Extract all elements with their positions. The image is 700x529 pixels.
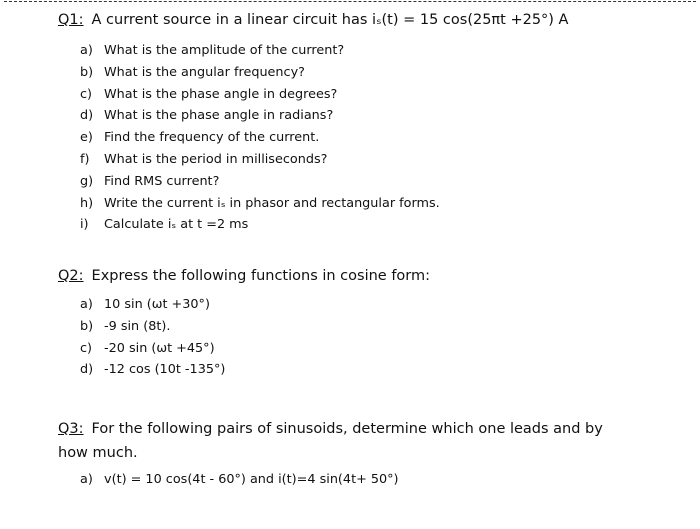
part-letter: d) [80,108,94,124]
question-3-text: For the following pairs of sinusoids, determine which one leads and by how much. [58,421,603,461]
top-dashed-divider [4,1,696,2]
part-letter: a) [80,43,93,58]
question-1-heading [58,8,568,32]
part-text: What is the phase angle in degrees? [104,86,338,102]
question-2-number: Q2: [58,268,84,284]
list-item [80,127,440,149]
part-text: Write the current iₛ in phasor and rectangular forms. [104,195,440,211]
part-letter: e) [80,130,93,146]
part-letter: c) [80,340,93,356]
list-item [80,84,440,106]
part-letter: i) [80,217,89,233]
part-text: -9 sin (8t). [104,318,171,334]
part-text: Calculate iₛ at t =2 ms [104,217,249,233]
question-3-parts [80,469,399,491]
list-item [80,171,440,193]
part-letter: g) [80,173,94,189]
list-item [80,193,440,215]
question-1-parts [80,40,440,236]
list-item [80,105,440,127]
list-item [80,40,440,62]
part-letter: h) [80,195,94,211]
part-letter: f) [80,151,90,167]
part-letter: b) [80,318,94,334]
part-text: What is the amplitude of the current? [104,43,345,58]
part-text: -20 sin (ωt +45°) [104,340,215,356]
part-text: v(t) = 10 cos(4t - 60°) and i(t)=4 sin(4t+ 50°) [104,472,399,487]
part-letter: c) [80,86,93,102]
question-2-text: Express the following functions in cosine form: [91,268,431,284]
list-item [80,294,225,316]
part-text: What is the angular frequency? [104,64,305,80]
part-text: Find the frequency of the current. [104,130,320,146]
part-letter: a) [80,472,93,487]
list-item [80,469,399,491]
list-item [80,149,440,171]
part-letter: d) [80,362,94,378]
list-item [80,316,225,338]
question-2-parts [80,294,225,381]
part-letter: a) [80,297,93,312]
list-item [80,62,440,84]
list-item [80,338,225,360]
part-text: What is the phase angle in radians? [104,108,334,124]
question-3-number: Q3: [58,421,84,437]
part-text: Find RMS current? [104,173,220,189]
part-letter: b) [80,64,94,80]
list-item [80,359,225,381]
part-text: What is the period in milliseconds? [104,151,328,167]
question-2-heading [58,264,430,288]
question-3-heading [58,417,628,465]
question-1-text: A current source in a linear circuit has iₛ(t) = 15 cos(25πt +25°) A [91,12,569,28]
part-text: -12 cos (10t -135°) [104,362,226,378]
list-item [80,214,440,236]
question-1-number: Q1: [58,12,84,28]
part-text: 10 sin (ωt +30°) [104,297,210,312]
